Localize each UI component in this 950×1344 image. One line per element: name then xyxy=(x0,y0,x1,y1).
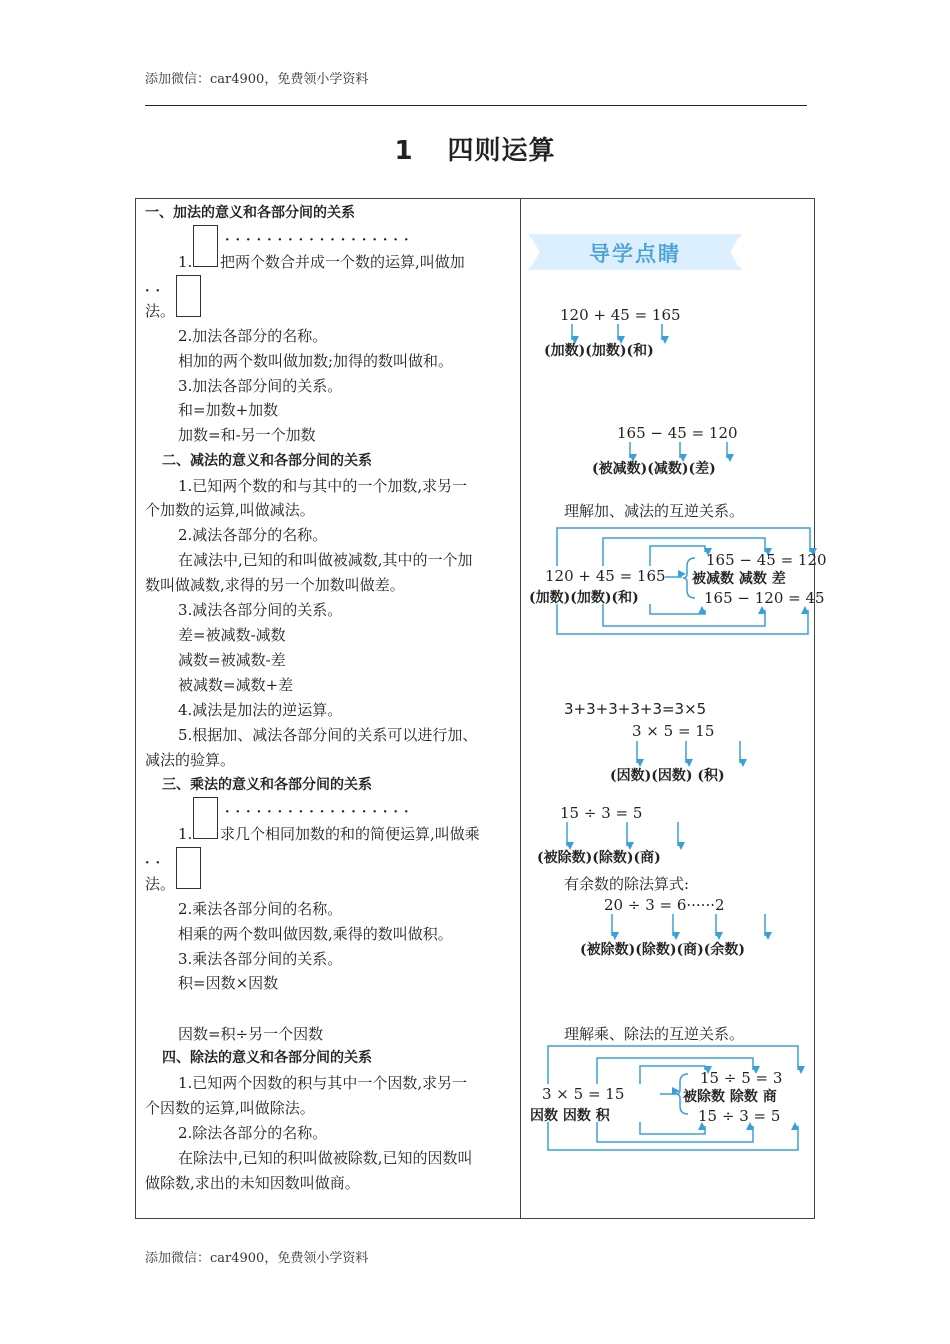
emphasis-dots: ·················· xyxy=(225,233,415,248)
remainder-labels: (被除数)(除数)(商)(余数) xyxy=(580,942,745,958)
s1-p2-desc: 相加的两个数叫做加数;加得的数叫做和。 xyxy=(178,352,454,370)
diagram2-left-equation: 3 × 5 = 15 xyxy=(542,1085,625,1103)
page-header: 添加微信：car4900，免费领小学资料 xyxy=(145,72,369,87)
s2-formula-3: 被减数=减数+差 xyxy=(178,676,294,694)
multiplication-labels: (因数)(因数) (积) xyxy=(610,768,725,784)
s2-p2a: 在减法中,已知的和叫做被减数,其中的一个加 xyxy=(178,551,473,569)
s4-p2b: 做除数,求出的未知因数叫做商。 xyxy=(145,1174,360,1192)
emphasis-dots: ·· xyxy=(145,284,167,299)
s2-p2b: 数叫做减数,求得的另一个加数叫做差。 xyxy=(145,576,405,594)
remainder-title: 有余数的除法算式: xyxy=(564,875,690,893)
multiplication-equation: 3 × 5 = 15 xyxy=(632,722,715,740)
title-number: 1 xyxy=(394,136,414,166)
s2-p5b: 减法的验算。 xyxy=(145,751,236,769)
title-text: 四则运算 xyxy=(447,136,556,166)
s2-formula-1: 差=被减数-减数 xyxy=(178,626,286,644)
s1-formula-1: 和=加数+加数 xyxy=(178,401,279,419)
page-footer: 添加微信：car4900，免费领小学资料 xyxy=(145,1251,369,1266)
s2-p3: 3.减法各部分间的关系。 xyxy=(178,601,343,619)
s3-formula-2: 因数=积÷另一个因数 xyxy=(178,1025,324,1043)
section-4-heading: 四、除法的意义和各部分间的关系 xyxy=(162,1050,372,1066)
addition-equation: 120 + 45 = 165 xyxy=(560,306,681,324)
diagram1-equation-2: 165 − 120 = 45 xyxy=(704,589,825,607)
subtraction-labels: (被减数)(减数)(差) xyxy=(592,461,716,477)
subtraction-equation: 165 − 45 = 120 xyxy=(617,424,738,442)
diagram1-middle-labels: 被减数 减数 差 xyxy=(692,571,786,587)
section-1-heading: 一、加法的意义和各部分间的关系 xyxy=(145,205,355,221)
s4-p2: 2.除法各部分的名称。 xyxy=(178,1124,328,1142)
s1-p2: 2.加法各部分的名称。 xyxy=(178,327,328,345)
s2-p1a: 1.已知两个数的和与其中的一个加数,求另一 xyxy=(178,477,468,495)
diagram2-left-labels: 因数 因数 积 xyxy=(530,1108,610,1124)
emphasis-dots: ·················· xyxy=(225,805,415,820)
add-sub-inverse-note: 理解加、减法的互逆关系。 xyxy=(564,502,745,520)
diagram1-equation-1: 165 − 45 = 120 xyxy=(706,551,827,569)
s2-formula-2: 减数=被减数-差 xyxy=(178,651,286,669)
diagram2-equation-2: 15 ÷ 3 = 5 xyxy=(698,1107,781,1125)
diagram1-left-equation: 120 + 45 = 165 xyxy=(545,567,666,585)
s2-p2: 2.减法各部分的名称。 xyxy=(178,526,328,544)
diagram2-equation-1: 15 ÷ 5 = 3 xyxy=(700,1069,783,1087)
diagram1-left-labels: (加数)(加数)(和) xyxy=(529,590,639,606)
s4-p1a: 1.已知两个因数的积与其中一个因数,求另一 xyxy=(178,1074,468,1092)
section-3-heading: 三、乘法的意义和各部分间的关系 xyxy=(162,777,372,793)
s2-p5a: 5.根据加、减法各部分间的关系可以进行加、 xyxy=(178,726,478,744)
s3-formula-1: 积=因数×因数 xyxy=(178,974,279,992)
s3-p1-num: 1. xyxy=(178,825,193,843)
s1-p1-end: 法。 xyxy=(145,302,176,320)
addition-labels: (加数)(加数)(和) xyxy=(544,343,654,359)
s2-p4: 4.减法是加法的逆运算。 xyxy=(178,701,343,719)
mul-div-inverse-note: 理解乘、除法的互逆关系。 xyxy=(564,1025,745,1043)
s3-p3: 3.乘法各部分间的关系。 xyxy=(178,950,343,968)
s4-p2a: 在除法中,已知的积叫做被除数,已知的因数叫 xyxy=(178,1149,473,1167)
s1-p3: 3.加法各部分间的关系。 xyxy=(178,377,343,395)
s1-formula-2: 加数=和-另一个加数 xyxy=(178,426,316,444)
s2-p1b: 个加数的运算,叫做减法。 xyxy=(145,501,315,519)
s4-p1b: 个因数的运算,叫做除法。 xyxy=(145,1099,315,1117)
division-labels: (被除数)(除数)(商) xyxy=(537,850,661,866)
s1-p1-num: 1. xyxy=(178,253,193,271)
s3-p2: 2.乘法各部分间的名称。 xyxy=(178,900,343,918)
diagram2-middle-labels: 被除数 除数 商 xyxy=(683,1089,777,1105)
division-equation: 15 ÷ 3 = 5 xyxy=(560,804,643,822)
s3-p1-end: 法。 xyxy=(145,875,176,893)
emphasis-dots: ·· xyxy=(145,856,167,871)
s1-p1-text: 把两个数合并成一个数的运算,叫做加 xyxy=(220,253,465,271)
multiplication-repeat: 3+3+3+3+3=3×5 xyxy=(564,700,707,718)
section-2-heading: 二、减法的意义和各部分间的关系 xyxy=(162,453,372,469)
remainder-equation: 20 ÷ 3 = 6······2 xyxy=(604,896,725,914)
banner-title: 导学点睛 xyxy=(589,242,681,266)
s3-p1-text: 求几个相同加数的和的简便运算,叫做乘 xyxy=(220,825,480,843)
s3-p2-desc: 相乘的两个数叫做因数,乘得的数叫做积。 xyxy=(178,925,453,943)
